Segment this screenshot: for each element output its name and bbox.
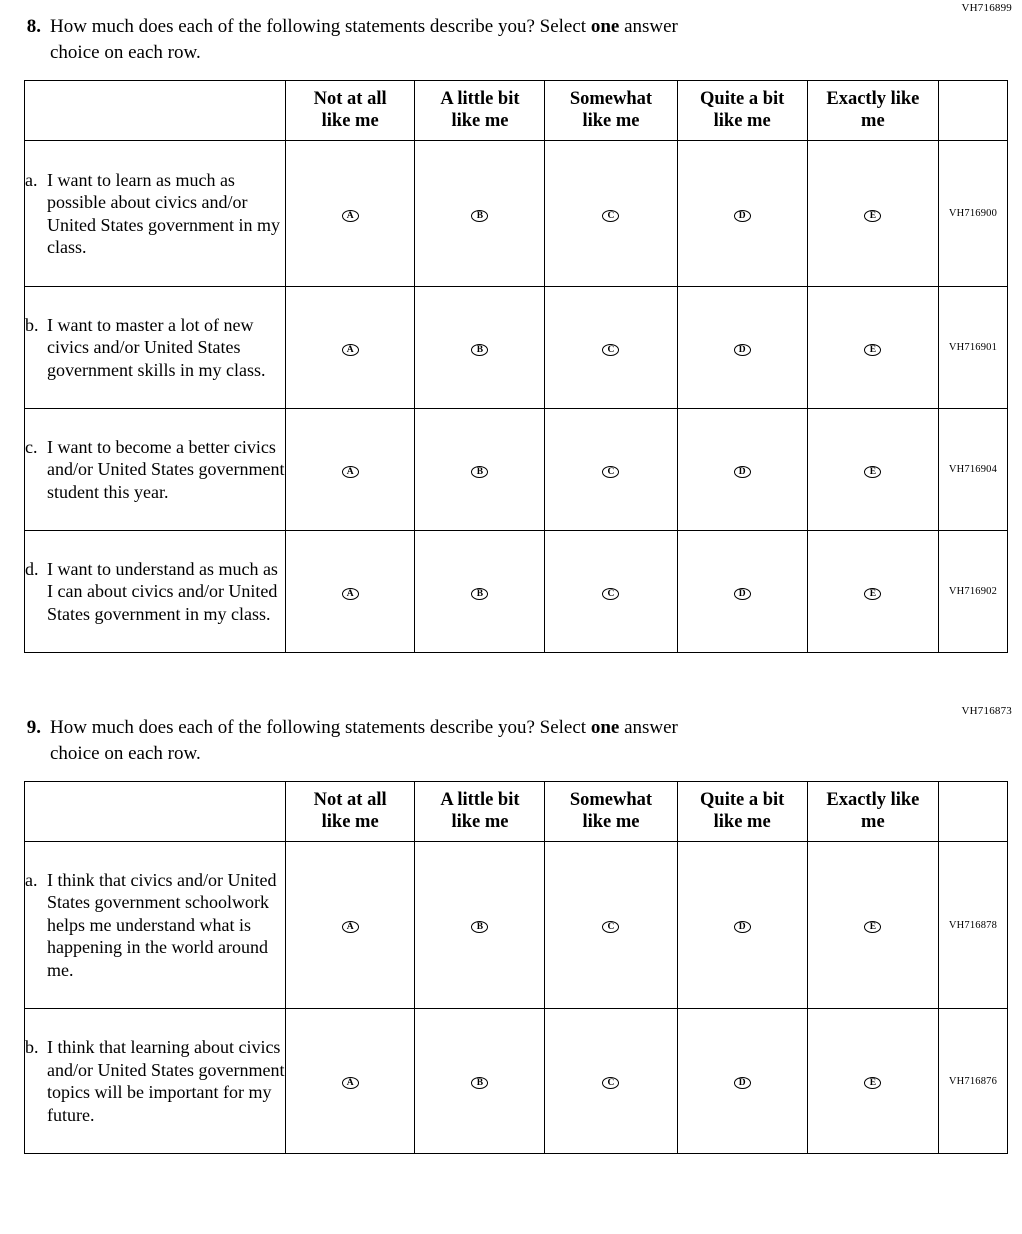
option-8d-C[interactable] [545, 531, 677, 653]
radio-bubble[interactable]: E [864, 1077, 881, 1089]
option-8d-A[interactable] [285, 531, 415, 653]
row-stem-9b [25, 1009, 286, 1154]
radio-bubble[interactable]: A [342, 588, 359, 600]
question-text-8-emphasis: one [590, 16, 620, 37]
radio-bubble[interactable]: C [602, 466, 619, 478]
question-text-8-part1: How much does each of the following statements describe you? Select [50, 16, 591, 37]
radio-bubble[interactable]: E [864, 466, 881, 478]
option-9b-B[interactable] [415, 1009, 545, 1154]
row-item-code-8d: VH716902 [938, 531, 1007, 653]
column-header-line-1: Quite a bit [700, 89, 785, 109]
column-header-somewhat [545, 782, 677, 842]
question-text-9 [50, 715, 678, 767]
option-8a-C[interactable] [545, 141, 677, 287]
row-letter: a. [25, 869, 38, 890]
question-text-8 [50, 14, 678, 66]
column-header-line-1: Somewhat [569, 790, 653, 810]
option-8b-C[interactable] [545, 287, 677, 409]
question-number-9: 9. [26, 717, 41, 738]
option-9a-C[interactable] [545, 842, 677, 1009]
radio-bubble[interactable]: B [471, 466, 488, 478]
radio-bubble[interactable]: D [734, 210, 751, 222]
option-8b-D[interactable] [677, 287, 807, 409]
matrix-header-row [25, 782, 1008, 842]
column-header-line-1: Exactly like [826, 790, 920, 810]
column-header-line-2: like me [713, 812, 771, 832]
column-header-line-1: A little bit [440, 790, 520, 810]
radio-bubble[interactable]: B [471, 588, 488, 600]
radio-bubble[interactable]: A [342, 921, 359, 933]
option-8c-A[interactable] [285, 409, 415, 531]
option-8a-A[interactable] [285, 141, 415, 287]
column-header-line-1: Not at all [313, 790, 387, 810]
column-header-exactly-like-me [807, 81, 938, 141]
option-9b-D[interactable] [677, 1009, 807, 1154]
row-text: I think that civics and/or United States government schoolwork helps me understand what is happening in the world around me. [47, 869, 277, 980]
matrix-code-column-header [938, 782, 1007, 842]
column-header-not-at-all [285, 81, 415, 141]
matrix-code-column-header [938, 81, 1007, 141]
row-text: I think that learning about civics and/or United States government topics will be important for my future. [47, 1037, 285, 1125]
question-text-9-emphasis: one [590, 717, 620, 738]
column-header-line-1: Not at all [313, 89, 387, 109]
radio-bubble[interactable]: D [734, 466, 751, 478]
option-8b-E[interactable] [807, 287, 938, 409]
option-8d-B[interactable] [415, 531, 545, 653]
question-block-9 [0, 705, 1022, 1154]
question-number-8: 8. [26, 16, 41, 37]
row-item-code-8a: VH716900 [938, 141, 1007, 287]
response-matrix-8 [24, 80, 1008, 653]
matrix-corner-blank [25, 782, 286, 842]
radio-bubble[interactable]: D [734, 588, 751, 600]
response-matrix-9 [24, 781, 1008, 1154]
table-row [25, 1009, 1008, 1154]
table-row [25, 141, 1008, 287]
table-row [25, 531, 1008, 653]
option-9a-B[interactable] [415, 842, 545, 1009]
column-header-a-little-bit [415, 81, 545, 141]
row-letter: b. [25, 1037, 39, 1057]
column-header-line-1: Quite a bit [700, 790, 785, 810]
option-8b-B[interactable] [415, 287, 545, 409]
column-header-line-1: A little bit [440, 89, 520, 109]
option-8a-E[interactable] [807, 141, 938, 287]
question-stem-9 [14, 715, 1008, 767]
row-item-code-8c: VH716904 [938, 409, 1007, 531]
radio-bubble[interactable]: D [734, 344, 751, 356]
radio-bubble[interactable]: C [602, 921, 619, 933]
question-text-9-line2: choice on each row. [50, 743, 201, 764]
table-row [25, 409, 1008, 531]
column-header-quite-a-bit [677, 782, 807, 842]
option-9a-A[interactable] [285, 842, 415, 1009]
question-text-9-part1: How much does each of the following statements describe you? Select [50, 717, 591, 738]
column-header-line-2: like me [582, 111, 640, 131]
radio-bubble[interactable]: A [342, 466, 359, 478]
column-header-line-2: like me [451, 812, 509, 832]
column-header-line-1: Somewhat [569, 89, 653, 109]
column-header-quite-a-bit [677, 81, 807, 141]
radio-bubble[interactable]: D [734, 921, 751, 933]
radio-bubble[interactable]: E [864, 588, 881, 600]
row-letter: d. [25, 558, 39, 579]
radio-bubble[interactable]: B [471, 921, 488, 933]
radio-bubble[interactable]: E [864, 210, 881, 222]
option-9b-A[interactable] [285, 1009, 415, 1154]
option-9a-E[interactable] [807, 842, 938, 1009]
row-stem-8b [25, 287, 286, 409]
row-stem-9a [25, 842, 286, 1009]
radio-bubble[interactable]: A [342, 344, 359, 356]
row-stem-8c [25, 409, 286, 531]
radio-bubble[interactable]: A [342, 210, 359, 222]
column-header-not-at-all [285, 782, 415, 842]
radio-bubble[interactable]: B [471, 1077, 488, 1089]
column-header-a-little-bit [415, 782, 545, 842]
row-letter: c. [25, 436, 38, 457]
row-stem-8a [25, 141, 286, 287]
radio-bubble[interactable]: B [471, 210, 488, 222]
row-letter: b. [25, 314, 39, 335]
question-text-9-part2: answer [619, 717, 678, 738]
question-text-8-line2: choice on each row. [50, 42, 201, 63]
row-stem-8d [25, 531, 286, 653]
column-header-line-2: like me [321, 111, 379, 131]
radio-bubble[interactable]: C [602, 588, 619, 600]
radio-bubble[interactable]: C [602, 1077, 619, 1089]
matrix-corner-blank [25, 81, 286, 141]
item-code-question-9: VH716873 [961, 705, 1012, 717]
option-8c-D[interactable] [677, 409, 807, 531]
option-9b-E[interactable] [807, 1009, 938, 1154]
row-text: I want to understand as much as I can about civics and/or United States government in my class. [47, 558, 278, 624]
column-header-line-2: like me [321, 812, 379, 832]
radio-bubble[interactable]: C [602, 344, 619, 356]
question-stem-8 [14, 14, 1008, 66]
column-header-line-2: like me [582, 812, 640, 832]
column-header-line-2: me [861, 111, 885, 131]
radio-bubble[interactable]: B [471, 344, 488, 356]
option-8d-D[interactable] [677, 531, 807, 653]
option-8c-C[interactable] [545, 409, 677, 531]
matrix-header-row [25, 81, 1008, 141]
option-8b-A[interactable] [285, 287, 415, 409]
section-spacer [0, 653, 1022, 715]
row-item-code-8b: VH716901 [938, 287, 1007, 409]
row-letter: a. [25, 169, 38, 190]
table-row [25, 287, 1008, 409]
column-header-line-2: like me [713, 111, 771, 131]
radio-bubble[interactable]: D [734, 1077, 751, 1089]
column-header-line-2: like me [451, 111, 509, 131]
row-text: I want to master a lot of new civics and/or United States government skills in my class. [47, 314, 266, 380]
radio-bubble[interactable]: C [602, 210, 619, 222]
radio-bubble[interactable]: A [342, 1077, 359, 1089]
option-9b-C[interactable] [545, 1009, 677, 1154]
column-header-line-2: me [861, 812, 885, 832]
option-8d-E[interactable] [807, 531, 938, 653]
question-text-8-part2: answer [619, 16, 678, 37]
column-header-line-1: Exactly like [826, 89, 920, 109]
option-8c-E[interactable] [807, 409, 938, 531]
radio-bubble[interactable]: E [864, 921, 881, 933]
option-9a-D[interactable] [677, 842, 807, 1009]
column-header-somewhat [545, 81, 677, 141]
radio-bubble[interactable]: E [864, 344, 881, 356]
column-header-exactly-like-me [807, 782, 938, 842]
row-text: I want to become a better civics and/or United States government student this year. [47, 436, 285, 502]
row-text: I want to learn as much as possible about civics and/or United States government in my class. [47, 169, 280, 257]
option-8a-D[interactable] [677, 141, 807, 287]
row-item-code-9b: VH716876 [938, 1009, 1007, 1154]
row-item-code-9a: VH716878 [938, 842, 1007, 1009]
option-8c-B[interactable] [415, 409, 545, 531]
option-8a-B[interactable] [415, 141, 545, 287]
item-code-question-8: VH716899 [961, 2, 1012, 14]
table-row [25, 842, 1008, 1009]
